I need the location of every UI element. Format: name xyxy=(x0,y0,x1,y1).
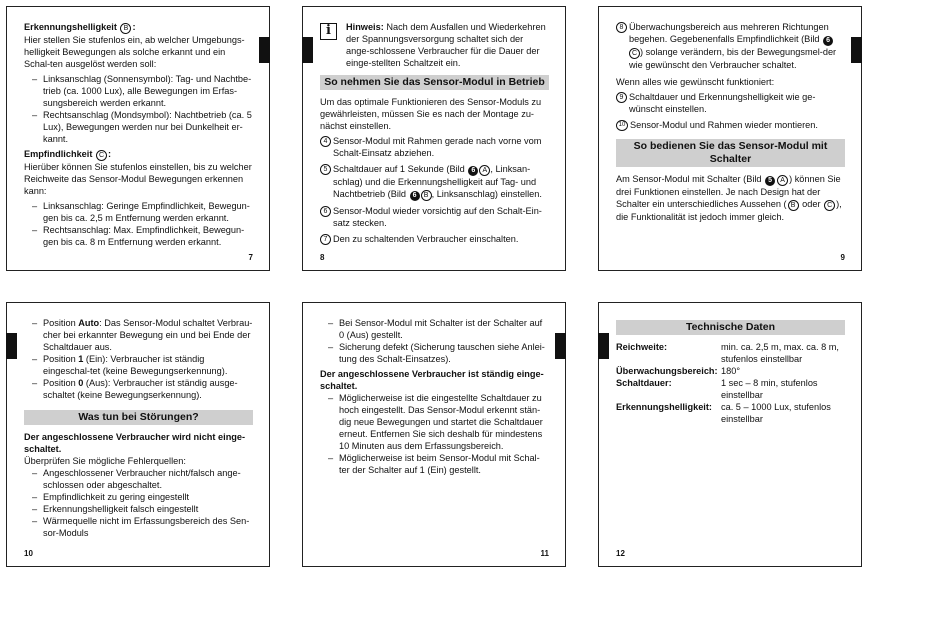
spec-row xyxy=(616,377,845,401)
list-empfindlichkeit xyxy=(24,200,253,248)
step-number: 4 xyxy=(320,136,331,147)
section-heading: Was tun bei Störungen? xyxy=(24,410,253,425)
list-item: – Möglicherweise ist beim Sensor-Modul mit Schal-ter der Schalter auf 1 (Ein) gestellt. xyxy=(320,452,549,476)
list-item: – Sicherung defekt (Sicherung tauschen siehe Anlei-tung des Schalt-Einsatzes). xyxy=(320,341,549,365)
label-b-mark: B xyxy=(120,23,131,34)
paragraph: Am Sensor-Modul mit Schalter (Bild 5 A ) können Sie drei Funktionen einstellen. Je nach Design hat der Schalter ein unterschiedliches Aussehen ( B oder C ), die Funktionalität ist jedoch immer gleich. xyxy=(616,174,842,222)
thumb-tab xyxy=(851,37,862,63)
list-item: – Wärmequelle nicht im Erfassungsbereich des Sen-sor-Moduls xyxy=(24,515,253,539)
thumb-tab xyxy=(598,333,609,359)
hint-label: Hinweis: xyxy=(346,22,384,32)
thumb-tab xyxy=(555,333,566,359)
page-7: Erkennungshelligkeit B : Hier stellen Sie stufenlos ein, ab welcher Umgebungs-helligkeit Bewegungen als solche erkannt und ein Schal-ten ausgelöst werden soll: – Linksanschlag (Sonnensymbol): Tag- und Nachtbe-trieb (ca. 1000 Lux), alle Bewegungen im Erfas-sungsbereich werden erkannt. – Rechtsanschlag (Mondsymbol): Nachtbetrieb (ca. 5 Lux), Bewegungen werden nur bei Dunkelheit er-kannt. Empfindlichkeit C : Hierüber können Sie stufenlos einstellen, bis zu welcher Reichweite das Sensor-Modul Bewegungen erkennen kann: – Linksanschlag: Geringe Empfindlichkeit, Bewegun-gen bis ca. 2,5 m Entfernung werden erkannt. – Rechtsanschlag: Max. Empfindlichkeit, Bewegun-gen bis ca. 8 m Entfernung werden erkannt. 7 xyxy=(6,6,270,271)
label-c-mark: C xyxy=(96,150,107,161)
problem-heading: Der angeschlossene Verbraucher wird nicht einge-schaltet. xyxy=(24,432,246,454)
page-number: 12 xyxy=(616,549,625,558)
step-number: 6 xyxy=(320,206,331,217)
paragraph: Um das optimale Funktionieren des Sensor-Moduls zu gewährleisten, müssen Sie es nach der Montage zu-nächst einstellen. xyxy=(320,97,542,131)
page-number: 7 xyxy=(248,253,253,262)
figure-6-badge: 6 xyxy=(410,191,420,201)
step-number: 8 xyxy=(616,22,627,33)
page-8 xyxy=(302,6,566,271)
spec-label: Reichweite: xyxy=(616,342,668,352)
spec-label: Überwachungsbereich: xyxy=(616,366,718,376)
figure-6-badge: 6 xyxy=(823,36,833,46)
label-c-mark: C xyxy=(629,48,640,59)
spec-label: Erkennungshelligkeit: xyxy=(616,402,712,412)
thumb-tab xyxy=(259,37,270,63)
page-number: 8 xyxy=(320,253,325,262)
section-heading: So nehmen Sie das Sensor-Modul in Betrieb xyxy=(320,75,549,90)
thumb-tab xyxy=(302,37,313,63)
step-10: 10 Sensor-Modul und Rahmen wieder montieren. xyxy=(616,119,845,131)
hint-box xyxy=(320,21,549,69)
paragraph: Wenn alles wie gewünscht funktioniert: xyxy=(616,77,775,87)
page-11 xyxy=(302,302,566,567)
page-9 xyxy=(598,6,862,271)
list-fehlerquellen xyxy=(24,467,253,539)
list-item: – Position 0 (Aus): Verbraucher ist ständig ausge-schaltet (keine Bewegungserkennung). xyxy=(24,377,253,401)
section-heading: Technische Daten xyxy=(616,320,845,335)
list-causes xyxy=(320,317,549,365)
list-item: – Möglicherweise ist die eingestellte Schaltdauer zu hoch eingestellt. Das Sensor-Modul erkennt stän-dig neue Bewegungen und startet die Schaltdauer erneut. Entfernen Sie sich deshalb für mindestens 10 Minuten aus dem Erfassungsbereich. xyxy=(320,392,549,452)
step-number: 9 xyxy=(616,92,627,103)
figure-5-badge: 5 xyxy=(765,176,775,186)
list-item: – Bei Sensor-Modul mit Schalter ist der Schalter auf 0 (Aus) gestellt. xyxy=(320,317,549,341)
spec-value: 1 sec – 8 min, stufenlos einstellbar xyxy=(721,378,818,400)
step-6: 6 Sensor-Modul wieder vorsichtig auf den Schalt-Ein-satz stecken. xyxy=(320,205,549,229)
spec-value: ca. 5 – 1000 Lux, stufenlos einstellbar xyxy=(721,402,831,424)
hint-text: Nach dem Ausfallen und Wiederkehren der Spannungsversorgung schaltet sich der ange-schlossene Verbraucher für die Dauer der einge-stellten Schaltzeit ein. xyxy=(346,22,546,68)
label-a-mark: A xyxy=(777,175,788,186)
list-item: – Empfindlichkeit zu gering eingestellt xyxy=(24,491,253,503)
page-12 xyxy=(598,302,862,567)
step-7: 7 Den zu schaltenden Verbraucher einschalten. xyxy=(320,233,549,245)
list-causes-2 xyxy=(320,392,549,476)
paragraph: Hierüber können Sie stufenlos einstellen, bis zu welcher Reichweite das Sensor-Modul Bewegungen erkennen kann: xyxy=(24,162,252,196)
step-8: 8 Überwachungsbereich aus mehreren Richtungen begehen. Gegebenenfalls Empfindlichkeit (Bild 6C ) solange verändern, bis der Bewegungsmel-der wie gewünscht den Verbraucher schaltet. xyxy=(616,21,845,71)
spec-row xyxy=(616,365,845,377)
info-icon: i xyxy=(320,23,337,40)
section-heading: So bedienen Sie das Sensor-Modul mit Schalter xyxy=(616,139,845,167)
label-a-mark: A xyxy=(479,165,490,176)
step-number: 7 xyxy=(320,234,331,245)
list-positions xyxy=(24,317,253,401)
label-b-mark: B xyxy=(788,200,799,211)
spec-row xyxy=(616,401,845,425)
list-item: – Linksanschlag: Geringe Empfindlichkeit, Bewegun-gen bis ca. 2,5 m Entfernung werden erkannt. xyxy=(24,200,253,224)
label-b-mark: B xyxy=(421,190,432,201)
list-item: – Linksanschlag (Sonnensymbol): Tag- und Nachtbe-trieb (ca. 1000 Lux), alle Bewegungen im Erfas-sungsbereich werden erkannt. xyxy=(24,73,253,109)
paragraph: Hier stellen Sie stufenlos ein, ab welcher Umgebungs-helligkeit Bewegungen als solche erkannt und ein Schal-ten ausgelöst werden soll: xyxy=(24,35,245,69)
paragraph: Überprüfen Sie mögliche Fehlerquellen: xyxy=(24,456,186,466)
step-5: 5 Schaltdauer auf 1 Sekunde (Bild 6 A , Linksan-schlag) und die Erkennungshelligkeit auf Tag- und Nachtbetrieb (Bild 6 B , Linksanschlag) einstellen. xyxy=(320,163,549,201)
step-9: 9 Schaltdauer und Erkennungshelligkeit wie ge-wünscht einstellen. xyxy=(616,91,845,115)
step-4: 4 Sensor-Modul mit Rahmen gerade nach vorne vom Schalt-Einsatz abziehen. xyxy=(320,135,549,159)
spec-value: min. ca. 2,5 m, max. ca. 8 m, stufenlos einstellbar xyxy=(721,342,839,364)
spec-row xyxy=(616,341,845,365)
thumb-tab xyxy=(6,333,17,359)
spec-value: 180° xyxy=(721,366,741,376)
list-item: – Position 1 (Ein): Verbraucher ist ständig eingeschal-tet (keine Bewegungserkennung). xyxy=(24,353,253,377)
page-10 xyxy=(6,302,270,567)
list-item: – Position Auto: Das Sensor-Modul schaltet Verbrau-cher bei erkannter Bewegung ein und bei Ende der Schaltdauer aus. xyxy=(24,317,253,353)
list-item: – Rechtsanschlag (Mondsymbol): Nachtbetrieb (ca. 5 Lux), Bewegungen werden nur bei Dunkelheit er-kannt. xyxy=(24,109,253,145)
list-item: – Rechtsanschlag: Max. Empfindlichkeit, Bewegun-gen bis ca. 8 m Entfernung werden erkannt. xyxy=(24,224,253,248)
list-item: – Angeschlossener Verbraucher nicht/falsch ange-schlossen oder abgeschaltet. xyxy=(24,467,253,491)
page-number: 11 xyxy=(540,549,549,558)
page-number: 9 xyxy=(840,253,845,262)
list-item: – Erkennungshelligkeit falsch eingestellt xyxy=(24,503,253,515)
step-number: 10 xyxy=(616,120,628,131)
spec-label: Schaltdauer: xyxy=(616,378,672,388)
problem-heading: Der angeschlossene Verbraucher ist ständig einge-schaltet. xyxy=(320,369,544,391)
heading-erkennungshelligkeit: Erkennungshelligkeit xyxy=(24,22,117,32)
step-number: 5 xyxy=(320,164,331,175)
heading-empfindlichkeit: Empfindlichkeit xyxy=(24,149,93,159)
page-number: 10 xyxy=(24,549,33,558)
figure-6-badge: 6 xyxy=(468,166,478,176)
list-helligkeit xyxy=(24,73,253,145)
label-c-mark: C xyxy=(824,200,835,211)
